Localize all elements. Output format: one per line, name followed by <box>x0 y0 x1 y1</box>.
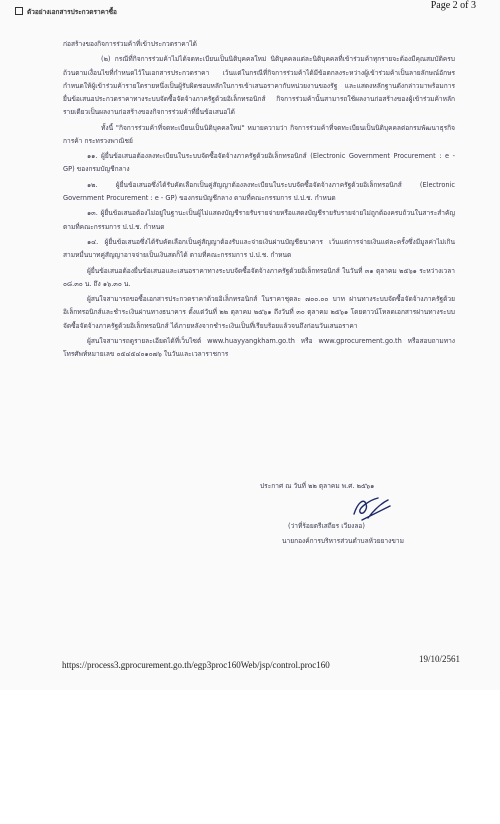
checkbox-icon <box>15 7 23 15</box>
purchase-paragraph: ผู้สนใจสามารถขอซื้อเอกสารประกวดราคาด้วยอิเล็กทรอนิกส์ ในราคาชุดละ ๗๐๐.๐๐ บาท ผ่านทางระบบจัดซื้อจัดจ้างภาครัฐด้วยอิเล็กทรอนิกส์และชำระเงินผ่านทางธนาคาร ตั้งแต่วันที่ ๒๒ ตุลาคม ๒๕๖๑ ถึงวันที่ ๓๐ ตุลาคม ๒๕๖๑ โดยดาวน์โหลดเอกสารผ่านทางระบบจัดซื้อจัดจ้างภาครัฐด้วยอิเล็กทรอนิกส์ ได้ภายหลังจากชำระเงินเป็นที่เรียบร้อยแล้วจนถึงก่อนวันเสนอราคา <box>63 295 455 330</box>
clause-14: ๑๔. ผู้ยื่นข้อเสนอซึ่งได้รับคัดเลือกเป็นคู่สัญญาต้องรับและจ่ายเงินผ่านบัญชีธนาคาร เว้นแต่การจ่ายเงินแต่ละครั้งซึ่งมีมูลค่าไม่เกินสามหมื่นบาทคู่สัญญาอาจจ่ายเป็นเงินสดก็ได้ ตามที่คณะกรรมการ ป.ป.ช. กำหนด <box>63 237 455 260</box>
paragraph: ทั้งนี้ "กิจการร่วมค้าที่จดทะเบียนเป็นนิติบุคคลใหม่" หมายความว่า กิจการร่วมค้าที่จดทะเบียนเป็นนิติบุคคลต่อกรมพัฒนาธุรกิจการค้า กระทรวงพาณิชย์ <box>63 123 455 145</box>
clause-12: ๑๒. ผู้ยื่นข้อเสนอซึ่งได้รับคัดเลือกเป็นคู่สัญญาต้องลงทะเบียนในระบบจัดซื้อจัดจ้างภาครัฐด้วยอิเล็กทรอนิกส์ (Electronic Government Procurement : e - GP) ของกรมบัญชีกลาง ตามที่คณะกรรมการ ป.ป.ช. กำหนด <box>63 180 455 202</box>
announcement-date: ประกาศ ณ วันที่ ๒๒ ตุลาคม พ.ศ. ๒๕๖๑ <box>260 482 375 490</box>
clause-13: ๑๓. ผู้ยื่นข้อเสนอต้องไม่อยู่ในฐานะเป็นผู้ไม่แสดงบัญชีรายรับรายจ่ายหรือแสดงบัญชีรายรับรายจ่ายไม่ถูกต้องครบถ้วนในสาระสำคัญ ตามที่คณะกรรมการ ป.ป.ช. กำหนด <box>63 209 455 231</box>
page-number: Page 2 of 3 <box>430 0 476 11</box>
signatory-name: (ว่าที่ร้อยตรีเสถียร เวียงลอ) <box>288 522 365 530</box>
paragraph: ก่อสร้างของกิจการร่วมค้าที่เข้าประกวดราคาได้ <box>63 40 197 48</box>
blank-area <box>0 690 500 824</box>
document-body <box>63 38 455 364</box>
paragraph: (๒) กรณีที่กิจการร่วมค้าไม่ได้จดทะเบียนเป็นนิติบุคคลใหม่ นิติบุคคลแต่ละนิติบุคคลที่เข้าร่วมค้าทุกรายจะต้องมีคุณสมบัติครบถ้วนตามเงื่อนไขที่กำหนดไว้ในเอกสารประกวดราคา เว้นแต่ในกรณีที่กิจการร่วมค้าได้มีข้อตกลงระหว่างผู้เข้าร่วมค้าเป็นลายลักษณ์อักษรกำหนดให้ผู้เข้าร่วมค้ารายใดรายหนึ่งเป็นผู้รับผิดชอบหลักในการเข้าเสนอราคากับหน่วยงานของรัฐ และแสดงหลักฐานดังกล่าวมาพร้อมการยื่นข้อเสนอประกวดราคาทางระบบจัดซื้อจัดจ้างภาครัฐด้วยอิเล็กทรอนิกส์ กิจการร่วมค้านั้นสามารถใช้ผลงานก่อสร้างของผู้เข้าร่วมค้าหลักรายเดียวเป็นผลงานก่อสร้างของกิจการร่วมค้าที่ยื่นข้อเสนอได้ <box>63 55 455 117</box>
signatory-role: นายกองค์การบริหารส่วนตำบลห้วยยางขาม <box>282 537 404 545</box>
header-title: ตัวอย่างเอกสารประกวดราคาซื้อ <box>27 8 117 16</box>
submission-paragraph: ผู้ยื่นข้อเสนอต้องยื่นข้อเสนอและเสนอราคาทางระบบจัดซื้อจัดจ้างภาครัฐด้วยอิเล็กทรอนิกส์ ในวันที่ ๓๑ ตุลาคม ๒๕๖๑ ระหว่างเวลา ๐๘.๓๐ น. ถึง ๑๖.๓๐ น. <box>63 266 455 288</box>
clause-11: ๑๑. ผู้ยื่นข้อเสนอต้องลงทะเบียนในระบบจัดซื้อจัดจ้างภาครัฐด้วยอิเล็กทรอนิกส์ (Electronic Government Procurement : e - GP) ของกรมบัญชีกลาง <box>63 152 455 174</box>
signature-icon <box>348 494 396 522</box>
document-header <box>15 7 117 17</box>
footer-url[interactable]: https://process3.gprocurement.go.th/egp3proc160Web/jsp/control.proc160 <box>62 660 330 670</box>
contact-paragraph: ผู้สนใจสามารถดูรายละเอียดได้ที่เว็บไซต์ www.huayyangkham.go.th หรือ www.gprocurement.go.th หรือสอบถามทางโทรศัพท์หมายเลข ๐๕๔๕๔๐๑๐๗๖ ในวันและเวลาราชการ <box>63 336 455 359</box>
footer-date: 19/10/2561 <box>418 654 460 664</box>
